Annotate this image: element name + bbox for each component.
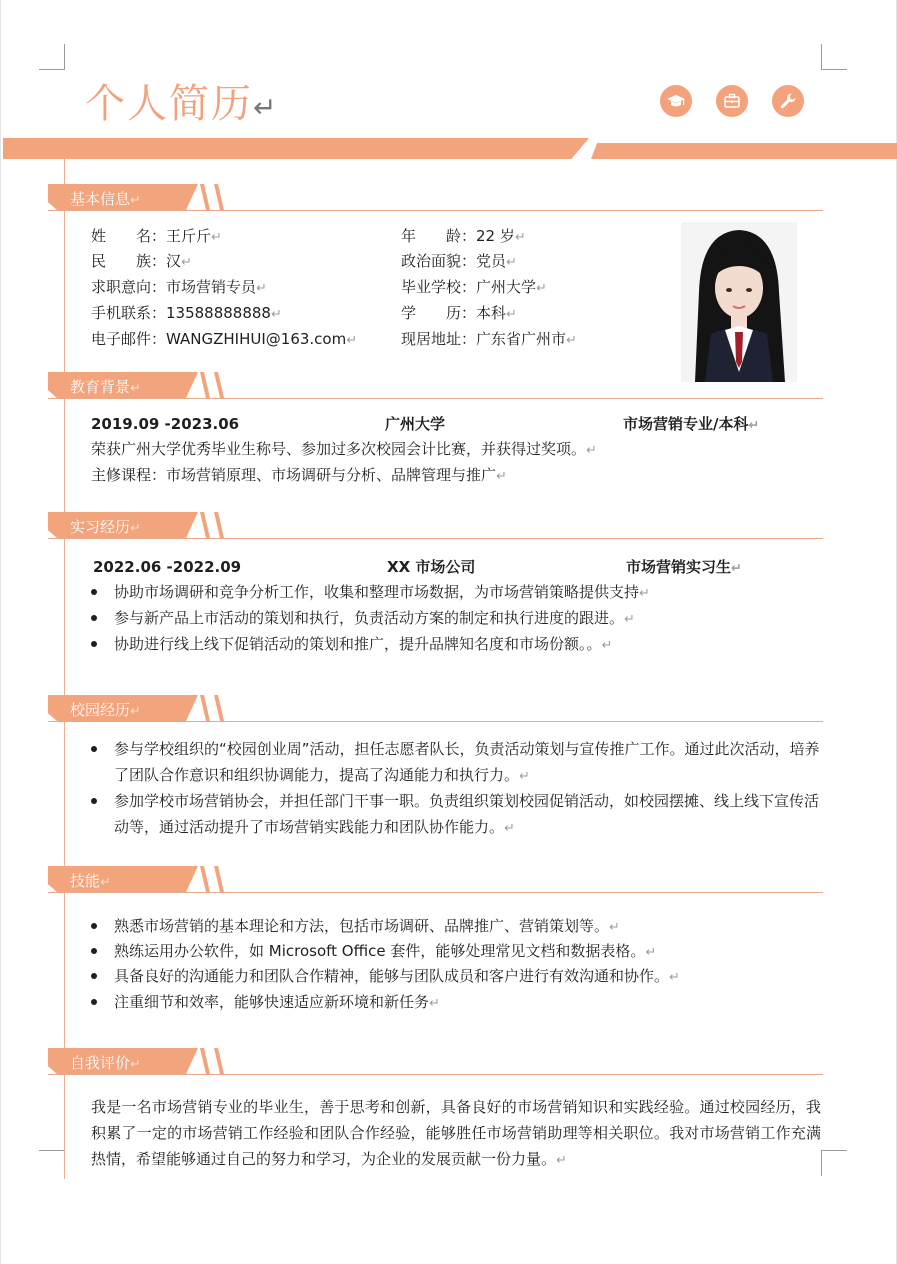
- crop-mark-top-right: [821, 44, 847, 70]
- internship-company: XX 市场公司: [387, 558, 476, 576]
- internship-period: 2022.06 -2022.09: [93, 558, 242, 576]
- profile-photo: [681, 222, 797, 382]
- section-title: 技能↵: [70, 872, 111, 890]
- tab-stripe: [214, 372, 224, 398]
- list-item: 具备良好的沟通能力和团队合作精神，能够与团队成员和客户进行有效沟通和协作。↵: [91, 963, 821, 991]
- field-address: 现居地址：广东省广州市↵: [401, 330, 577, 348]
- section-rule: [48, 892, 823, 893]
- field-name: 姓 名：王斤斤↵: [91, 227, 222, 245]
- wrench-icon: [772, 85, 804, 117]
- page-title: 个人简历↵: [85, 81, 279, 127]
- section-title: 实习经历↵: [70, 518, 141, 536]
- list-item: 参加学校市场营销协会，并担任部门干事一职。负责组织策划校园促销活动，如校园摆摊、线上线下宣传活动等，通过活动提升了市场营销实践能力和团队协作能力。↵: [91, 788, 821, 842]
- education-major: 市场营销专业/本科↵: [623, 415, 760, 433]
- field-phone: 手机联系：13588888888↵: [91, 304, 282, 322]
- paragraph-mark: ↵: [253, 91, 279, 124]
- crop-mark-top-left: [39, 44, 65, 70]
- section-header-education: [48, 372, 823, 399]
- tab-stripe: [200, 866, 210, 892]
- tab-stripe: [200, 1048, 210, 1074]
- field-school: 毕业学校：广州大学↵: [401, 278, 547, 296]
- tab-stripe: [200, 372, 210, 398]
- section-header-basic-info: [48, 184, 823, 211]
- tab-stripe: [200, 512, 210, 538]
- section-rule: [48, 398, 823, 399]
- field-ethnicity: 民 族：汉↵: [91, 252, 192, 270]
- list-item: 熟悉市场营销的基本理论和方法，包括市场调研、品牌推广、营销策划等。↵: [91, 913, 821, 941]
- education-school: 广州大学: [385, 415, 446, 433]
- tab-stripe: [200, 184, 210, 210]
- list-item: 协助市场调研和竞争分析工作，收集和整理市场数据，为市场营销策略提供支持↵: [91, 579, 821, 607]
- section-title: 教育背景↵: [70, 378, 141, 396]
- section-rule: [48, 721, 823, 722]
- header-banner-right: [591, 143, 897, 159]
- section-title: 基本信息↵: [70, 190, 141, 208]
- list-item: 熟练运用办公软件，如 Microsoft Office 套件，能够处理常见文档和数据表格。↵: [91, 938, 821, 966]
- tab-stripe: [214, 512, 224, 538]
- field-political: 政治面貌：党员↵: [401, 252, 517, 270]
- section-header-campus: [48, 695, 823, 722]
- education-courses: 主修课程：市场营销原理、市场调研与分析、品牌管理与推广↵: [91, 466, 507, 484]
- left-timeline-line: [64, 159, 65, 1179]
- section-header-skills: [48, 866, 823, 893]
- tab-stripe: [214, 866, 224, 892]
- section-header-self-evaluation: [48, 1048, 823, 1075]
- section-title: 校园经历↵: [70, 701, 141, 719]
- tab-stripe: [214, 695, 224, 721]
- field-objective: 求职意向：市场营销专员↵: [91, 278, 267, 296]
- section-rule: [48, 538, 823, 539]
- tab-stripe: [214, 184, 224, 210]
- field-email: 电子邮件：WANGZHIHUI@163.com↵: [91, 330, 357, 348]
- education-period: 2019.09 -2023.06: [91, 415, 240, 433]
- header-banner-left: [3, 138, 589, 159]
- tab-stripe: [214, 1048, 224, 1074]
- tab-stripe: [200, 695, 210, 721]
- section-rule: [48, 210, 823, 211]
- graduation-cap-icon: [660, 85, 692, 117]
- section-title: 自我评价↵: [70, 1054, 141, 1072]
- education-honors: 荣获广州大学优秀毕业生称号、参加过多次校园会计比赛，并获得过奖项。↵: [91, 440, 597, 458]
- list-item: 参与学校组织的“校园创业周”活动，担任志愿者队长，负责活动策划与宣传推广工作。通过此次活动，培养了团队合作意识和组织协调能力，提高了沟通能力和执行力。↵: [91, 736, 821, 790]
- briefcase-icon: [716, 85, 748, 117]
- crop-mark-bottom-right: [821, 1150, 847, 1176]
- list-item: 参与新产品上市活动的策划和执行，负责活动方案的制定和执行进度的跟进。↵: [91, 605, 821, 633]
- internship-role: 市场营销实习生↵: [626, 558, 742, 576]
- list-item: 注重细节和效率，能够快速适应新环境和新任务↵: [91, 989, 821, 1017]
- self-evaluation-text: 我是一名市场营销专业的毕业生，善于思考和创新，具备良好的市场营销知识和实践经验。通过校园经历，我积累了一定的市场营销工作经验和团队合作经验，能够胜任市场营销助理等相关职位。我对市场营销工作充满热情，希望能够通过自己的努力和学习，为企业的发展贡献一份力量。↵: [91, 1098, 821, 1168]
- crop-mark-bottom-left: [39, 1150, 65, 1176]
- field-age: 年 龄：22 岁↵: [401, 227, 526, 245]
- section-header-internship: [48, 512, 823, 539]
- section-rule: [48, 1074, 823, 1075]
- field-degree: 学 历：本科↵: [401, 304, 517, 322]
- list-item: 协助进行线上线下促销活动的策划和推广，提升品牌知名度和市场份额。。↵: [91, 631, 821, 659]
